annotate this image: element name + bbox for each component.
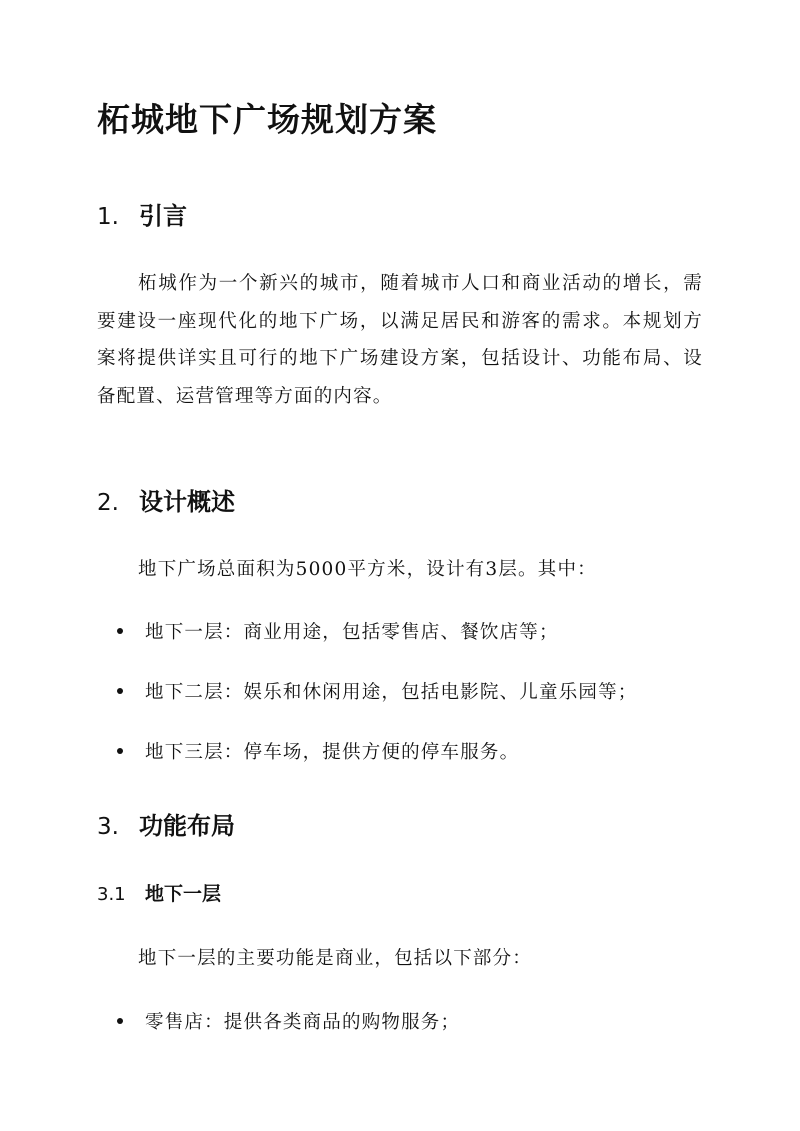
list-item-text: 地下二层：娱乐和休闲用途，包括电影院、儿童乐园等； xyxy=(145,682,638,703)
section-title: 引言 xyxy=(139,201,187,230)
section-number: 3. xyxy=(97,814,119,840)
section-heading-functional-layout xyxy=(97,806,235,841)
design-overview-intro: 地下广场总面积为5000平方米，设计有3层。其中： xyxy=(138,559,597,580)
section-title: 设计概述 xyxy=(139,487,235,516)
section-heading-design-overview xyxy=(97,482,235,517)
section-title: 功能布局 xyxy=(139,811,235,840)
document-title: 柘城地下广场规划方案 xyxy=(97,100,437,139)
subsection-heading-basement-one xyxy=(97,879,221,906)
bullet-dot xyxy=(117,1018,123,1024)
subsection-number: 3.1 xyxy=(97,884,126,905)
list-item xyxy=(117,618,559,644)
bullet-dot xyxy=(117,628,123,634)
subsection-title: 地下一层 xyxy=(145,883,222,905)
basement-one-intro: 地下一层的主要功能是商业，包括以下部分： xyxy=(138,948,533,969)
list-item xyxy=(117,738,519,764)
introduction-paragraph: 柘城作为一个新兴的城市，随着城市人口和商业活动的增长，需要建设一座现代化的地下广场，以满足居民和游客的需求。本规划方案将提供详实且可行的地下广场建设方案，包括设计、功能布局、设备配置、运营管理等方面的内容。 xyxy=(97,273,703,407)
list-item-text: 地下三层：停车场，提供方便的停车服务。 xyxy=(145,742,520,763)
bullet-dot xyxy=(117,748,123,754)
list-item-text: 地下一层：商业用途，包括零售店、餐饮店等； xyxy=(145,622,559,643)
section-number: 2. xyxy=(97,490,119,516)
section-number: 1. xyxy=(97,204,119,230)
list-item xyxy=(117,1008,460,1034)
list-item-text: 零售店：提供各类商品的购物服务； xyxy=(145,1012,461,1033)
section-heading-introduction xyxy=(97,196,187,231)
bullet-dot xyxy=(117,688,123,694)
list-item xyxy=(117,678,638,704)
